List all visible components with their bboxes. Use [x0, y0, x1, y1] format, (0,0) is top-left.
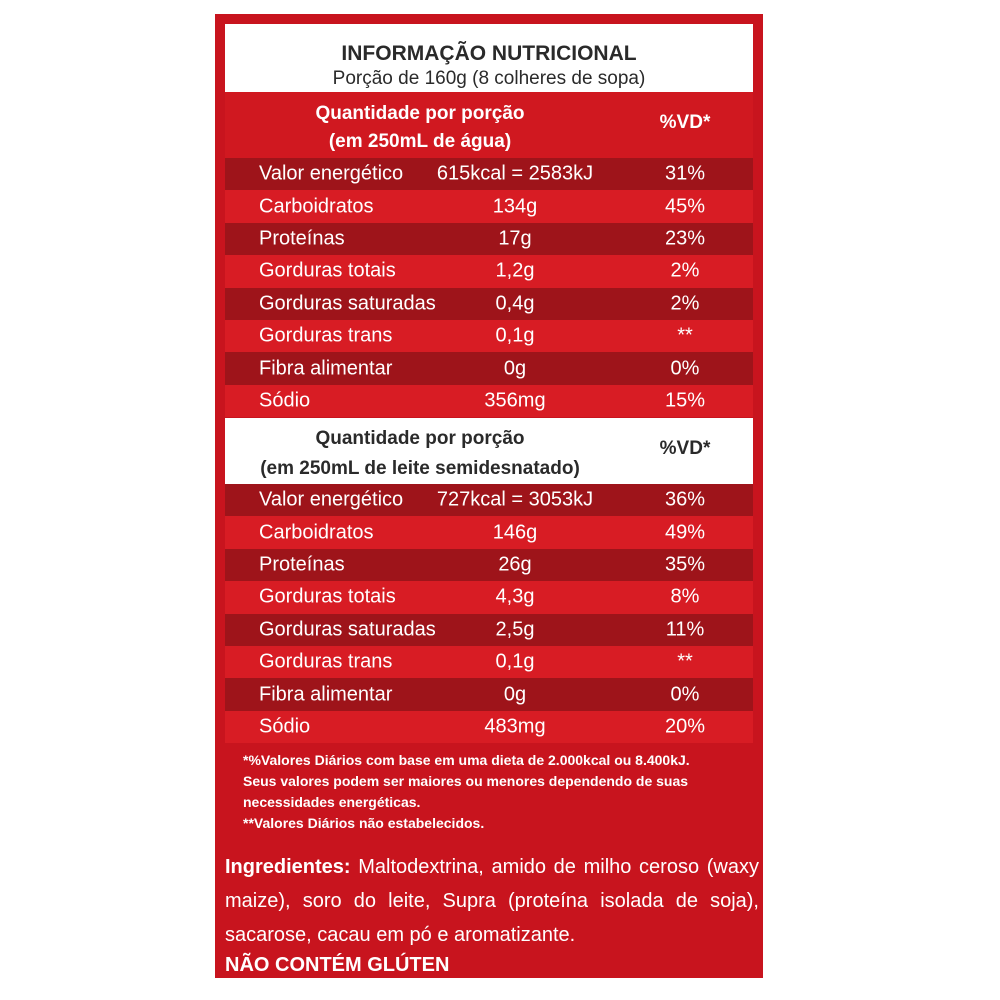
ingredients-text: [225, 850, 759, 952]
water-section-heading: [225, 92, 753, 156]
water-vd-label: %VD*: [659, 112, 711, 133]
table-row: [225, 516, 753, 548]
nutrient-name: Fibra alimentar: [259, 357, 393, 380]
nutrient-quantity: 0,4g: [495, 292, 535, 315]
nutrient-quantity: 483mg: [484, 715, 546, 738]
nutrient-name: Fibra alimentar: [259, 683, 393, 706]
table-row: [225, 678, 753, 710]
nutrient-vd: 0%: [670, 683, 700, 706]
footnote-line: *%Valores Diários com base em uma dieta de 2.000kcal ou 8.400kJ.: [243, 752, 690, 768]
table-row: [225, 288, 753, 320]
nutrient-name: Gorduras totais: [259, 585, 396, 608]
table-row: [225, 255, 753, 287]
nutrient-vd: 31%: [664, 162, 706, 185]
table-row: [225, 581, 753, 613]
nutrient-name: Gorduras saturadas: [259, 292, 436, 315]
nutrient-quantity: 2,5g: [495, 618, 535, 641]
water-heading-text: [225, 100, 615, 156]
nutrient-quantity: 146g: [492, 521, 538, 544]
nutrient-vd: 20%: [664, 715, 706, 738]
nutrient-vd: 8%: [670, 585, 700, 608]
nutrient-quantity: 727kcal = 3053kJ: [436, 488, 594, 511]
water-nutrient-table: [225, 158, 753, 417]
table-row: [225, 320, 753, 352]
nutrient-name: Gorduras trans: [259, 650, 393, 673]
nutrient-quantity: 0,1g: [495, 324, 535, 347]
nutrient-vd: **: [677, 650, 693, 673]
table-row: [225, 385, 753, 417]
nutrient-vd: **: [677, 324, 693, 347]
table-row: [225, 549, 753, 581]
nutrient-name: Proteínas: [259, 553, 345, 576]
nutrient-quantity: 17g: [498, 227, 532, 250]
table-row: [225, 484, 753, 516]
nutrient-quantity: 356mg: [484, 389, 546, 412]
nutrient-vd: 2%: [670, 292, 700, 315]
nutrient-vd: 35%: [664, 553, 706, 576]
nutrient-quantity: 1,2g: [495, 259, 535, 282]
milk-section-heading: [225, 418, 753, 484]
nutrition-label: [215, 14, 763, 978]
nutrient-vd: 15%: [664, 389, 706, 412]
milk-heading-line1: Quantidade por porção: [315, 428, 525, 449]
portion-size: Porção de 160g (8 colheres de sopa): [332, 68, 646, 89]
ingredients-section: [215, 846, 763, 978]
nutrient-vd: 36%: [664, 488, 706, 511]
gluten-notice: NÃO CONTÉM GLÚTEN: [225, 954, 450, 976]
nutrient-vd: 45%: [664, 195, 706, 218]
nutrient-quantity: 134g: [492, 195, 538, 218]
footnote-line: **Valores Diários não estabelecidos.: [243, 815, 485, 831]
ingredients-list: Maltodextrina, amido de milho ceroso (waxy maize), soro do leite, Supra (proteína isolada de soja), sacarose, cacau em pó e aromatizante.: [225, 856, 759, 946]
milk-heading-line2: (em 250mL de leite semidesnatado): [260, 458, 580, 479]
ingredients-label: Ingredientes:: [225, 856, 351, 878]
table-row: [225, 223, 753, 255]
milk-heading-text: [225, 424, 615, 484]
nutrient-name: Carboidratos: [259, 521, 374, 544]
nutrient-quantity: 4,3g: [495, 585, 535, 608]
nutrient-name: Carboidratos: [259, 195, 374, 218]
nutrient-vd: 23%: [664, 227, 706, 250]
water-heading-line2: (em 250mL de água): [328, 131, 512, 152]
nutrient-quantity: 0,1g: [495, 650, 535, 673]
nutrient-name: Gorduras saturadas: [259, 618, 436, 641]
footnotes: [243, 750, 753, 834]
milk-nutrient-table: [225, 484, 753, 743]
label-header: [225, 24, 753, 102]
nutrient-name: Sódio: [259, 389, 311, 412]
nutrient-quantity: 615kcal = 2583kJ: [436, 162, 594, 185]
nutrient-vd: 11%: [665, 618, 705, 641]
nutrient-name: Sódio: [259, 715, 311, 738]
nutrient-name: Valor energético: [259, 488, 404, 511]
nutrient-name: Proteínas: [259, 227, 345, 250]
water-heading-line1: Quantidade por porção: [315, 103, 525, 124]
nutrient-name: Valor energético: [259, 162, 404, 185]
nutrient-name: Gorduras trans: [259, 324, 393, 347]
nutrient-quantity: 0g: [503, 683, 527, 706]
nutrient-vd: 0%: [670, 357, 700, 380]
nutrient-quantity: 26g: [498, 553, 532, 576]
footnote-line: necessidades energéticas.: [243, 794, 421, 810]
nutrient-name: Gorduras totais: [259, 259, 396, 282]
table-row: [225, 646, 753, 678]
table-row: [225, 190, 753, 222]
nutrient-vd: 2%: [670, 259, 700, 282]
footnote-line: Seus valores podem ser maiores ou menores dependendo de suas: [243, 773, 689, 789]
table-row: [225, 711, 753, 743]
table-row: [225, 614, 753, 646]
label-title: INFORMAÇÃO NUTRICIONAL: [341, 42, 637, 65]
table-row: [225, 352, 753, 384]
nutrient-quantity: 0g: [503, 357, 527, 380]
nutrient-vd: 49%: [664, 521, 706, 544]
table-row: [225, 158, 753, 190]
milk-vd-label: %VD*: [659, 438, 711, 459]
